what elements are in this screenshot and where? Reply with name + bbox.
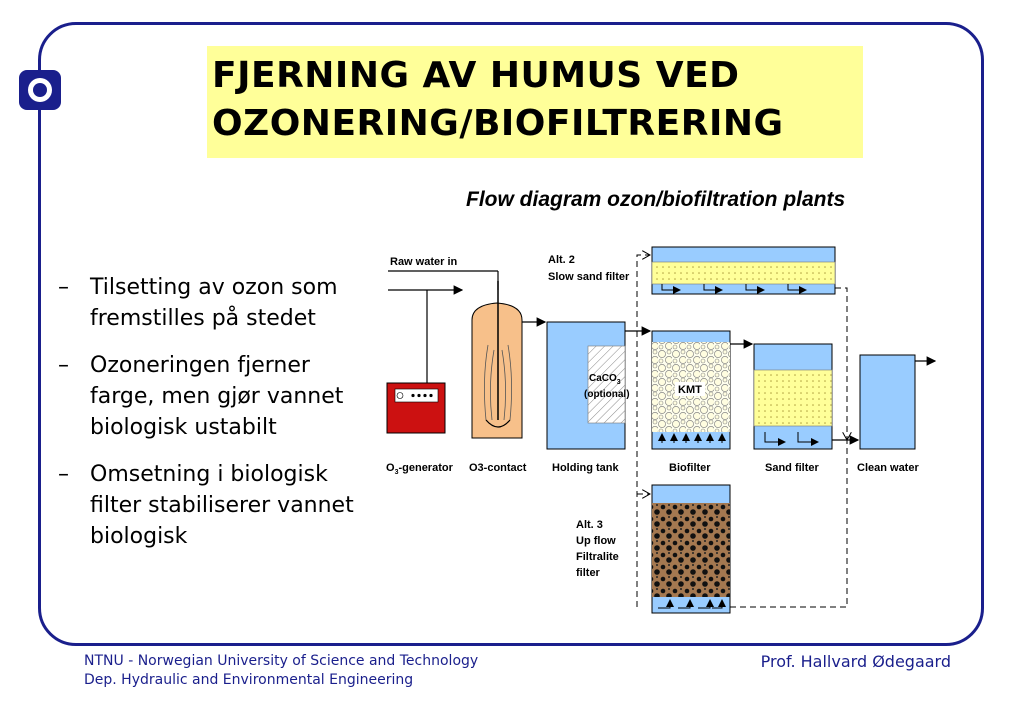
footer-line-1: NTNU - Norwegian University of Science and Technology xyxy=(84,653,479,669)
bullet-dash: – xyxy=(58,275,69,300)
caco3-optional-label: (optional) xyxy=(584,389,630,400)
sand-layer xyxy=(754,370,832,426)
unit-label-clean: Clean water xyxy=(857,462,919,474)
footer-author: Prof. Hallvard Ødegaard xyxy=(760,652,951,671)
bullet-text: Tilsetting av ozon som fremstilles på stedet xyxy=(90,275,338,331)
bullet-text: Omsetning i biologisk filter stabiliserer vannet biologisk xyxy=(90,462,354,549)
caco3-label: CaCO$_3$ xyxy=(589,373,621,386)
generator-led xyxy=(417,394,420,397)
filtralite-media xyxy=(652,503,730,597)
generator-led xyxy=(423,394,426,397)
bullet-dash: – xyxy=(58,353,69,378)
slow-sand-layer xyxy=(652,262,835,284)
footer-line-2: Dep. Hydraulic and Environmental Engineering xyxy=(84,672,414,688)
title-line-1: FJERNING AV HUMUS VED xyxy=(212,55,740,96)
alt3-label-line4: filter xyxy=(576,567,600,579)
raw-water-label: Raw water in xyxy=(390,256,458,268)
bullet-text: Ozoneringen fjerner farge, men gjør vannet biologisk ustabilt xyxy=(90,353,344,440)
title-line-2: OZONERING/BIOFILTRERING xyxy=(212,103,784,144)
generator-led xyxy=(429,394,432,397)
diagram-caption: Flow diagram ozon/biofiltration plants xyxy=(466,188,846,211)
kmt-label: KMT xyxy=(678,384,702,396)
unit-label-biofilter: Biofilter xyxy=(669,462,711,474)
unit-label-sandfilter: Sand filter xyxy=(765,462,819,474)
alt3-label-line2: Up flow xyxy=(576,535,616,547)
alt3-label-line1: Alt. 3 xyxy=(576,519,603,531)
alt2-label: Alt. 2 xyxy=(548,254,575,266)
generator-led xyxy=(411,394,414,397)
contact-tank xyxy=(472,303,522,438)
alt3-label-line3: Filtralite xyxy=(576,551,619,563)
alt2-sublabel: Slow sand filter xyxy=(548,271,630,283)
clean-water-tank xyxy=(860,355,915,449)
footer-institution xyxy=(84,652,478,690)
bullet-dash: – xyxy=(58,462,69,487)
unit-label-contact: O3-contact xyxy=(469,462,527,474)
unit-label-holding: Holding tank xyxy=(552,462,619,474)
unit-label-generator: $O_3$-generator xyxy=(386,462,453,476)
